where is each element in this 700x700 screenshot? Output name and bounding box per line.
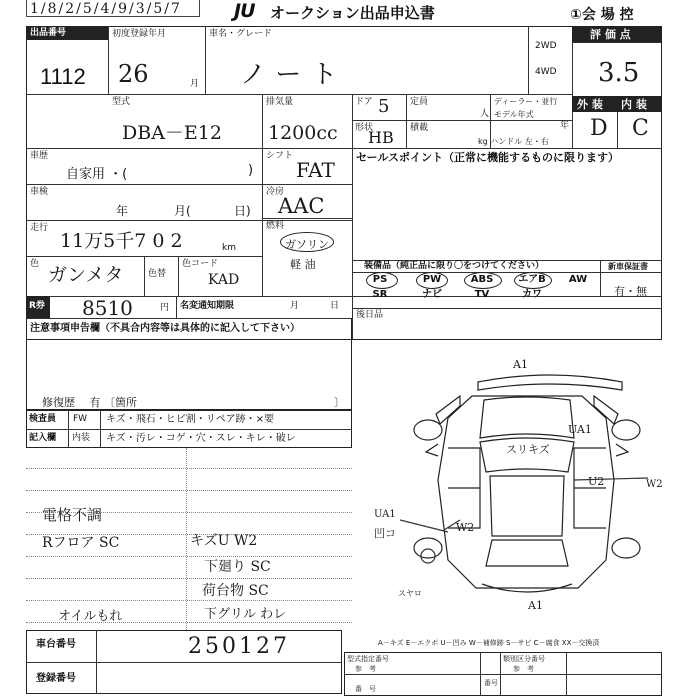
- mark-right-front: UA1: [568, 423, 592, 436]
- interior-col-label: 内装: [72, 433, 91, 443]
- load-label: 積載: [410, 123, 429, 133]
- color-value: ガンメタ: [48, 264, 124, 286]
- damage-legend: A－キズ E－エクボ U－凹み W－補修跡 S－サビ C－腐食 XX－交換済: [378, 639, 600, 647]
- date-box: [26, 0, 200, 17]
- mark-hood: スリキズ: [506, 443, 550, 456]
- first-reg-label: 初度登録年月: [112, 29, 167, 39]
- month-label: 月: [190, 79, 200, 89]
- airbag-circle: [514, 272, 552, 289]
- equip-tv: TV: [474, 289, 490, 300]
- reg-no-label: 登録番号: [36, 673, 76, 684]
- inspection-label: 車検: [30, 187, 49, 197]
- mileage-value: 11万5千7 0 2: [60, 230, 183, 252]
- fuel-label: 燃料: [266, 221, 285, 231]
- capacity-label: 定員: [410, 97, 429, 107]
- score-label: 評 価 点: [590, 28, 631, 41]
- ac-value: AAC: [278, 194, 325, 218]
- plate-label: 番号: [484, 679, 498, 687]
- note-under: 下廻り SC: [204, 559, 271, 575]
- ins-month-label: 月(: [174, 204, 191, 218]
- year-suffix-label: 年: [560, 121, 570, 131]
- name-day-label: 日: [330, 301, 340, 311]
- chassis-label: 車台番号: [36, 639, 76, 650]
- exterior-label: 外 装: [577, 98, 603, 111]
- shape-value: HB: [368, 128, 394, 147]
- rear-window-shape: [486, 540, 568, 566]
- new-manual-label: 新車保証書: [608, 262, 648, 271]
- interior-items: キズ・汚レ・コゲ・穴・スレ・キレ・破レ: [106, 433, 296, 444]
- equip-navi: ナビ: [422, 289, 442, 300]
- lot-no-label: 出品番号: [30, 28, 67, 38]
- mark-rear-small: スヤロ: [398, 589, 422, 598]
- displacement-label: 排気量: [266, 97, 294, 107]
- mileage-label: 走行: [30, 223, 49, 233]
- color-label: 色: [30, 259, 40, 269]
- class-no-label: 類別区分番号: [503, 655, 545, 663]
- note-floor: Rフロア SC: [42, 535, 120, 551]
- shift-label: シフト: [266, 151, 294, 161]
- roof-shape: [490, 476, 564, 536]
- note-mirror: 電格不調: [42, 506, 103, 524]
- fw-items: キズ・飛石・ヒビ割・リペア跡・×要: [106, 414, 274, 425]
- ins-year-label: 年: [116, 204, 129, 218]
- mark-left-sub: 凹コ: [374, 527, 396, 540]
- km-label: km: [222, 243, 236, 253]
- color-code-label: 色コード: [182, 259, 219, 269]
- equip-airbag: エアB: [518, 274, 546, 285]
- fuel-diesel-label: 軽 油: [290, 258, 316, 271]
- left-mirror: [426, 444, 438, 456]
- color-no-label: 色替: [148, 269, 167, 279]
- recycle-label: R券: [29, 301, 45, 311]
- right-mirror: [616, 444, 628, 456]
- color-code-value: KAD: [208, 272, 240, 288]
- mark-left-mid: UA1: [374, 509, 396, 520]
- car-name-label: 車名・グレード: [209, 29, 273, 39]
- mark-right-far: W2: [646, 479, 663, 490]
- wheel-rear-right: [612, 538, 640, 558]
- year-value: 26: [118, 60, 149, 88]
- model-label: 型式: [112, 97, 131, 107]
- car-name-value: ノート: [240, 60, 348, 90]
- repair-history-label: 修復歴 有 〔箇所: [42, 396, 137, 409]
- recycle-value: 8510: [82, 296, 133, 320]
- copy-label: ①会 場 控: [570, 7, 634, 23]
- fuel-gas-label: ガソリン: [285, 238, 329, 251]
- person-label: 人: [480, 109, 490, 119]
- ps-circle: [366, 272, 398, 289]
- name-month-label: 月: [290, 301, 300, 311]
- exterior-value: D: [590, 116, 608, 141]
- mark-rear: A1: [528, 599, 543, 612]
- interior-label: 内 装: [621, 98, 647, 111]
- wheel-front-right: [612, 420, 640, 440]
- shift-value: FAT: [296, 158, 335, 182]
- note-scratch: キズU W2: [190, 533, 258, 549]
- equip-leather: カワ: [522, 289, 542, 300]
- usage-value: 自家用 ・(: [66, 167, 128, 182]
- equipment-label: 装備品（純正品に限り〇をつけてください）: [364, 261, 545, 271]
- score-value: 3.5: [598, 58, 640, 88]
- doors-value: 5: [378, 96, 390, 117]
- ins-day-label: 日): [234, 204, 251, 218]
- record-col-label: 記入欄: [29, 433, 57, 443]
- note-cargo: 荷台物 SC: [202, 583, 269, 599]
- wd2-label: 2WD: [535, 41, 557, 51]
- note-grille: 下グリル わレ: [204, 607, 287, 622]
- wd4-label: 4WD: [535, 67, 557, 77]
- mark-front: A1: [513, 358, 528, 371]
- ref-label-2: 参 考: [513, 665, 534, 673]
- equip-ps: PS: [372, 274, 388, 285]
- equip-aw: AW: [568, 274, 588, 285]
- mark-center-w: W2: [456, 521, 475, 534]
- equip-abs: ABS: [470, 274, 494, 285]
- equip-sr: SR: [372, 289, 388, 300]
- mark-right-mid: U2: [588, 475, 605, 488]
- name-change-label: 名変通知期限: [180, 301, 235, 311]
- ju-logo: JU: [234, 0, 255, 22]
- displacement-value: 1200cc: [268, 122, 338, 144]
- notes-label: 注意事項申告欄（不具合内容等は具体的に記入して下さい）: [30, 323, 300, 334]
- note-oil: オイルもれ: [58, 609, 123, 624]
- repair-close: 〕: [334, 396, 345, 409]
- check-staff-label: 検査員: [29, 414, 57, 424]
- equip-pw: PW: [422, 274, 442, 285]
- form-title: オークション出品申込書: [270, 4, 435, 22]
- yen-label: 円: [160, 303, 170, 313]
- usage-close: ): [248, 163, 254, 178]
- sales-points-label: セールスポイント（正常に機能するものに限ります）: [356, 151, 620, 164]
- hood-shape: [480, 397, 574, 438]
- after-days-label: 後日品: [356, 310, 384, 320]
- handle-label: kg ハンドル 左・右: [478, 137, 549, 146]
- wheel-rear-left: [414, 538, 442, 558]
- wheel-front-left: [414, 420, 442, 440]
- usage-label: 車歴: [30, 151, 49, 161]
- abs-circle: [464, 272, 502, 289]
- ac-label: 冷房: [266, 187, 285, 197]
- pw-circle: [416, 272, 448, 289]
- model-year-label: モデル年式: [494, 110, 534, 119]
- ref-label: 参 考: [355, 665, 376, 673]
- model-value: DBA－E12: [122, 122, 222, 144]
- doors-label: ドア: [355, 97, 373, 107]
- interior-value: C: [632, 116, 649, 141]
- dealer-label: ディーラー・並行: [494, 97, 558, 106]
- shape-label: 形状: [355, 123, 374, 133]
- form-no-label: 型式指定番号: [347, 655, 389, 663]
- handwritten-date: 1/8/2/5/4/9/3/5/7: [30, 1, 182, 17]
- front-bumper-shape: [478, 375, 622, 390]
- lot-no-value: 1112: [40, 64, 86, 89]
- fw-label: FW: [73, 414, 88, 424]
- chassis-value: 250127: [188, 634, 290, 659]
- number-label: 番 号: [355, 685, 376, 693]
- yes-no-label: 有・無: [614, 285, 647, 298]
